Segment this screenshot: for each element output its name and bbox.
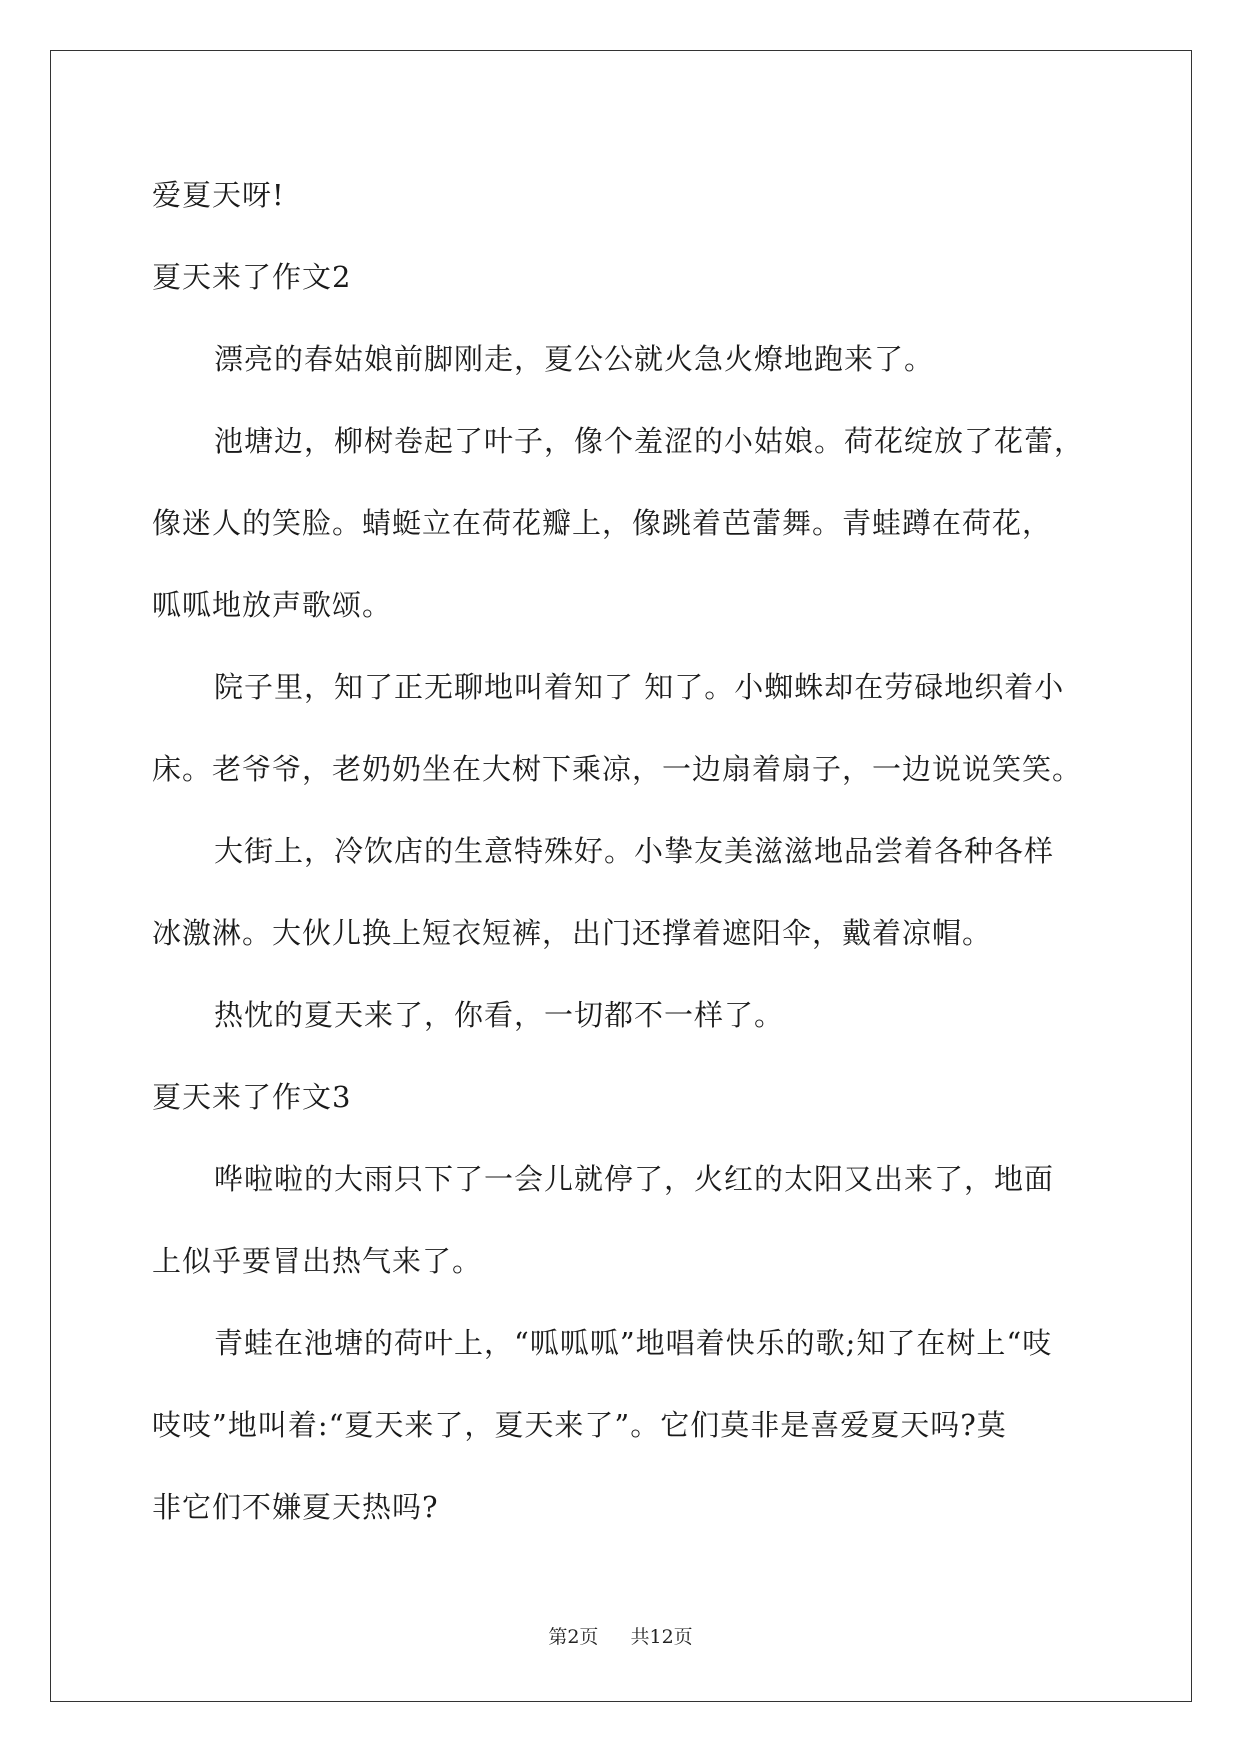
text-line: 爱夏天呀! xyxy=(152,178,285,212)
text-line: 上似乎要冒出热气来了。 xyxy=(152,1244,483,1278)
text-line: 哗啦啦的大雨只下了一会儿就停了，火红的太阳又出来了，地面 xyxy=(214,1162,1055,1196)
text-line: 大街上，冷饮店的生意特殊好。小挚友美滋滋地品尝着各种各样 xyxy=(214,834,1055,868)
section-heading: 夏天来了作文2 xyxy=(152,260,352,294)
text-line: 青蛙在池塘的荷叶上，“呱呱呱”地唱着快乐的歌;知了在树上“吱 xyxy=(214,1326,1053,1360)
page-number: 第2页 xyxy=(548,1626,599,1648)
text-line: 院子里，知了正无聊地叫着知了 知了。小蜘蛛却在劳碌地织着小 xyxy=(214,670,1065,704)
text-line: 非它们不嫌夏天热吗? xyxy=(152,1490,439,1524)
text-line: 池塘边，柳树卷起了叶子，像个羞涩的小姑娘。荷花绽放了花蕾， xyxy=(214,424,1085,458)
text-line: 冰激淋。大伙儿换上短衣短裤，出门还撑着遮阳伞，戴着凉帽。 xyxy=(152,916,993,950)
document-body xyxy=(152,154,1092,1548)
text-line: 吱吱”地叫着:“夏天来了，夏天来了”。它们莫非是喜爱夏天吗?莫 xyxy=(152,1408,1007,1442)
text-line: 呱呱地放声歌颂。 xyxy=(152,588,393,622)
text-line: 床。老爷爷，老奶奶坐在大树下乘凉，一边扇着扇子，一边说说笑笑。 xyxy=(152,752,1083,786)
page-total: 共12页 xyxy=(630,1626,693,1648)
text-line: 像迷人的笑脸。蜻蜓立在荷花瓣上，像跳着芭蕾舞。青蛙蹲在荷花， xyxy=(152,506,1053,540)
text-line: 热忱的夏天来了，你看，一切都不一样了。 xyxy=(214,998,785,1032)
page-footer xyxy=(0,1622,1241,1649)
section-heading: 夏天来了作文3 xyxy=(152,1080,352,1114)
text-line: 漂亮的春姑娘前脚刚走，夏公公就火急火燎地跑来了。 xyxy=(214,342,935,376)
